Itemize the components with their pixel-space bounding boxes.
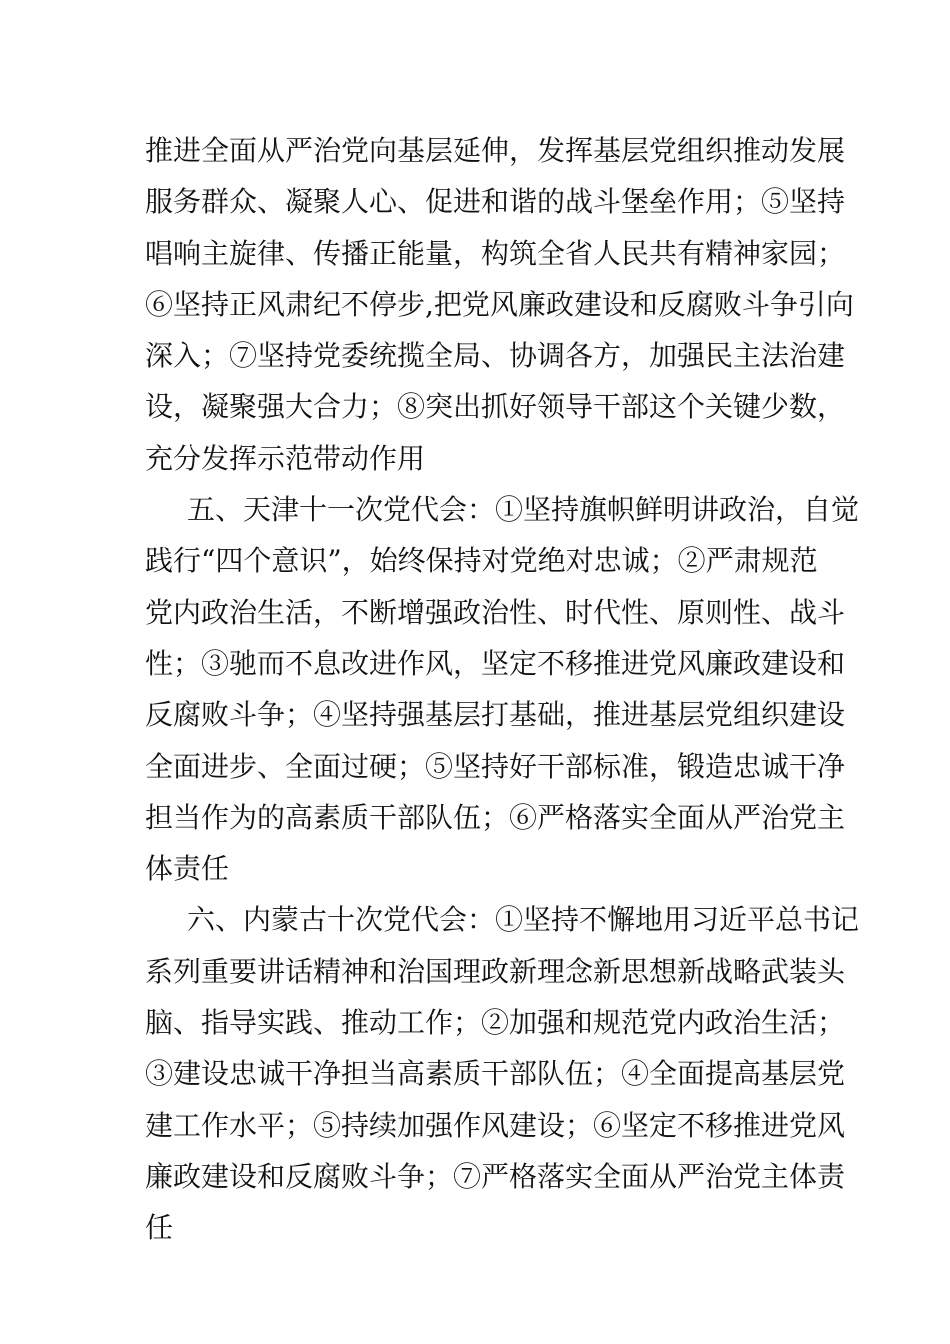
text-line: 任 [145,1211,174,1245]
text-line: 充分发挥示范带动作用 [145,441,426,475]
text-line: 担当作为的高素质干部队伍；⑥严格落实全面从严治党主 [145,800,846,834]
section-six-paragraph [145,894,860,1253]
text-line: 脑、指导实践、推动工作；②加强和规范党内政治生活； [145,1006,846,1040]
text-line: 党内政治生活，不断增强政治性、时代性、原则性、战斗 [145,595,846,629]
text-line: 六、内蒙古十次党代会：①坚持不懈地用习近平总书记 [187,903,860,937]
text-line: 体责任 [145,852,230,886]
text-line: 廉政建设和反腐败斗争；⑦严格落实全面从严治党主体责 [145,1159,846,1193]
text-line: ③建设忠诚干净担当高素质干部队伍；④全面提高基层党 [145,1057,846,1091]
section-five-paragraph [145,484,860,894]
document-body [145,125,860,1254]
text-line: 建工作水平；⑤持续加强作风建设；⑥坚定不移推进党风 [145,1108,846,1142]
continuation-paragraph [145,125,854,484]
text-line: 五、天津十一次党代会：①坚持旗帜鲜明讲政治，自觉 [187,493,860,527]
text-line: 系列重要讲话精神和治国理政新理念新思想新战略武装头 [145,954,846,988]
text-line: 践行“四个意识”，始终保持对党绝对忠诚；②严肃规范 [145,544,818,578]
text-line: 服务群众、凝聚人心、促进和谐的战斗堡垒作用；⑤坚持 [145,185,846,219]
text-line: 唱响主旋律、传播正能量，构筑全省人民共有精神家园； [145,236,846,270]
text-line: ⑥坚持正风肃纪不停步,把党风廉政建设和反腐败斗争引向 [145,287,854,321]
text-line: 反腐败斗争；④坚持强基层打基础，推进基层党组织建设 [145,698,846,732]
text-line: 性；③驰而不息改进作风，坚定不移推进党风廉政建设和 [145,646,846,680]
text-line: 全面进步、全面过硬；⑤坚持好干部标准，锻造忠诚干净 [145,749,846,783]
text-line: 推进全面从严治党向基层延伸，发挥基层党组织推动发展 [145,134,846,167]
text-line: 设，凝聚强大合力；⑧突出抓好领导干部这个关键少数， [145,390,846,424]
text-line: 深入；⑦坚持党委统揽全局、协调各方，加强民主法治建 [145,339,846,373]
